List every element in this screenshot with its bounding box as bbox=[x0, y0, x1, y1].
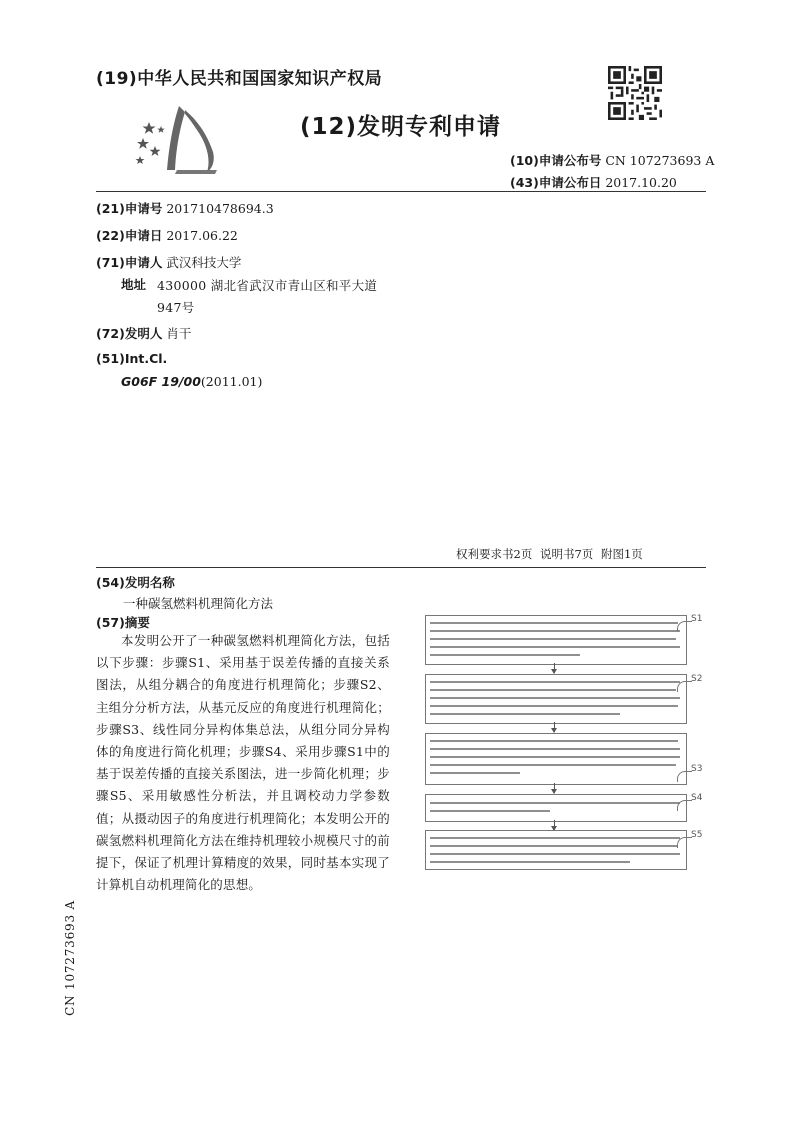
qr-code-icon bbox=[608, 66, 662, 120]
invention-title-label: (54)发明名称 bbox=[96, 575, 175, 590]
ipc-version: (2011.01) bbox=[200, 374, 263, 389]
flow-arrow bbox=[554, 820, 555, 830]
abstract-label-row bbox=[96, 613, 150, 631]
publication-date: 2017.10.20 bbox=[605, 175, 677, 190]
ipc-label-row bbox=[96, 351, 167, 366]
flow-step-box bbox=[425, 830, 687, 870]
abstract-label: (57)摘要 bbox=[96, 615, 150, 630]
cnipa-emblem-icon bbox=[133, 100, 225, 175]
applicant-row bbox=[96, 253, 241, 271]
ipc-classification bbox=[121, 374, 262, 389]
filing-date: 2017.06.22 bbox=[166, 228, 238, 243]
publication-date-row bbox=[510, 173, 677, 191]
address-label: 地址 bbox=[121, 277, 147, 292]
flow-step-label: S1 bbox=[691, 614, 703, 624]
applicant-label: (71)申请人 bbox=[96, 255, 163, 270]
publication-number: CN 107273693 A bbox=[605, 153, 715, 168]
inventor: 肖干 bbox=[166, 326, 192, 341]
header-divider bbox=[96, 191, 706, 192]
document-type: (12)发明专利申请 bbox=[300, 114, 502, 140]
flow-step-box bbox=[425, 733, 687, 785]
ipc-label: (51)Int.Cl. bbox=[96, 351, 168, 366]
flow-step-box bbox=[425, 615, 687, 665]
publication-date-label: (43)申请公布日 bbox=[510, 175, 602, 190]
flow-arrow bbox=[554, 722, 555, 732]
application-number-row bbox=[96, 199, 274, 217]
application-number: 201710478694.3 bbox=[166, 201, 274, 216]
flow-step-label: S5 bbox=[691, 830, 703, 840]
inventor-label: (72)发明人 bbox=[96, 326, 163, 341]
flow-arrow bbox=[554, 663, 555, 673]
filing-date-row bbox=[96, 226, 238, 244]
invention-title-label-row bbox=[96, 573, 175, 591]
page-counts: 权利要求书2页 说明书7页 附图1页 bbox=[456, 547, 643, 561]
office-name: (19)中华人民共和国国家知识产权局 bbox=[96, 69, 383, 89]
flow-step-box bbox=[425, 674, 687, 724]
side-publication-code: CN 107273693 A bbox=[63, 900, 77, 1016]
filing-date-label: (22)申请日 bbox=[96, 228, 163, 243]
application-number-label: (21)申请号 bbox=[96, 201, 163, 216]
ipc-code: G06F 19/00 bbox=[121, 374, 201, 389]
abstract-text: 本发明公开了一种碳氢燃料机理简化方法，包括以下步骤：步骤S1、采用基于误差传播的直接关系图法，从组分耦合的角度进行机理简化；步骤S2、主组分分析方法，从基元反应的角度进行机理简化；步骤S3、线性同分异构体集总法，从组分同分异构体的角度进行简化机理；步骤S4、采用步骤S1中的基于误差传播的直接关系图法，进一步简化机理；步骤S5、采用敏感性分析法，并且调校动力学参数值；从摄动因子的角度进行机理简化；本发明公开的碳氢燃料机理简化方法在维持机理较小规模尺寸的前提下，保证了机理计算精度的效果，同时基本实现了计算机自动机理简化的思想。 bbox=[96, 633, 390, 893]
flow-step-label: S4 bbox=[691, 793, 703, 803]
publication-number-label: (10)申请公布号 bbox=[510, 153, 602, 168]
applicant: 武汉科技大学 bbox=[166, 255, 242, 270]
flow-arrow bbox=[554, 783, 555, 793]
page-counts-divider bbox=[96, 567, 706, 568]
flow-step-label: S2 bbox=[691, 674, 703, 684]
address: 430000 湖北省武汉市青山区和平大道947号 bbox=[157, 278, 378, 315]
invention-title: 一种碳氢燃料机理简化方法 bbox=[123, 596, 274, 611]
flow-step-label: S3 bbox=[691, 764, 703, 774]
inventor-row bbox=[96, 324, 191, 342]
flow-step-box bbox=[425, 794, 687, 822]
publication-number-row bbox=[510, 151, 714, 169]
